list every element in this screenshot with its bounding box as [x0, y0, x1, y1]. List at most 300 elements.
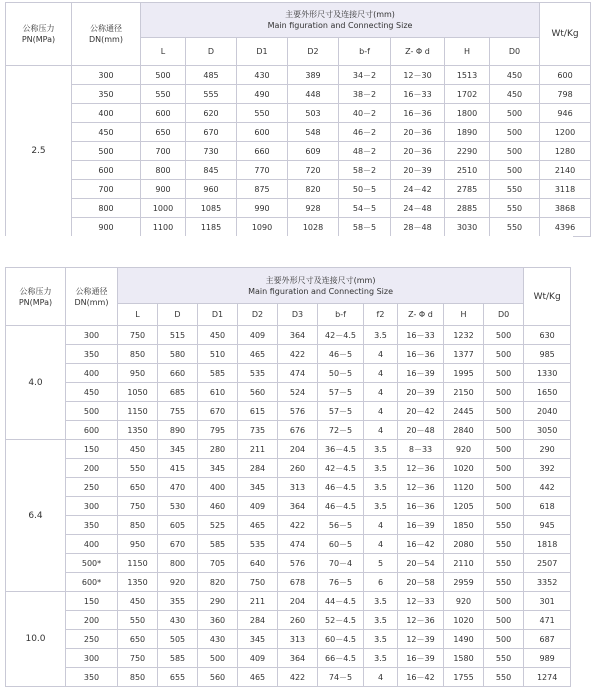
- size-value: 2290: [445, 142, 490, 161]
- size-value: 1350: [118, 573, 158, 592]
- size-value: 4: [364, 402, 398, 421]
- size-value: 960: [186, 180, 237, 199]
- dn-value: 700: [72, 180, 141, 199]
- size-value: 500: [490, 123, 540, 142]
- size-value: 550: [484, 554, 524, 573]
- size-value: 211: [238, 592, 278, 611]
- size-value: 3.5: [364, 649, 398, 668]
- size-value: 24－42: [391, 180, 445, 199]
- size-value: 44－4.5: [318, 592, 364, 611]
- weight-value: 630: [524, 326, 571, 345]
- size-value: 615: [238, 402, 278, 421]
- size-value: 409: [238, 497, 278, 516]
- table-row: [6, 440, 571, 459]
- size-value: 20－36: [391, 123, 445, 142]
- size-value: 430: [237, 66, 288, 85]
- size-value: 1000: [141, 199, 186, 218]
- size-value: 400: [198, 478, 238, 497]
- dn-value: 300: [66, 497, 118, 516]
- size-value: 550: [484, 535, 524, 554]
- size-value: 450: [198, 326, 238, 345]
- size-value: 345: [238, 630, 278, 649]
- size-value: 500: [141, 66, 186, 85]
- size-value: 500: [484, 402, 524, 421]
- size-value: 500: [198, 649, 238, 668]
- size-value: 284: [238, 611, 278, 630]
- size-value: 345: [238, 478, 278, 497]
- spec-table-pn25: [5, 2, 591, 237]
- size-value: 2785: [445, 180, 490, 199]
- size-value: 46－2: [339, 123, 391, 142]
- size-value: 38－2: [339, 85, 391, 104]
- size-value: 3.5: [364, 497, 398, 516]
- size-value: 409: [238, 326, 278, 345]
- size-value: 3.5: [364, 459, 398, 478]
- size-value: 58－2: [339, 161, 391, 180]
- size-value: 550: [490, 199, 540, 218]
- weight-value: 687: [524, 630, 571, 649]
- size-value: 3.5: [364, 478, 398, 497]
- size-value: 313: [278, 478, 318, 497]
- size-value: 3.5: [364, 326, 398, 345]
- size-value: 500: [484, 478, 524, 497]
- size-value: 2840: [444, 421, 484, 440]
- size-value: 1150: [118, 402, 158, 421]
- dn-header-cn: 公称通径: [90, 24, 122, 33]
- size-value: 605: [158, 516, 198, 535]
- size-value: 52－4.5: [318, 611, 364, 630]
- weight-value: 3118: [540, 180, 591, 199]
- table-row: [6, 161, 591, 180]
- table-row: [6, 421, 571, 440]
- size-value: 500: [484, 383, 524, 402]
- size-value: 57－5: [318, 383, 364, 402]
- size-value: 58－5: [339, 218, 391, 237]
- size-value: 470: [158, 478, 198, 497]
- size-value: 4: [364, 535, 398, 554]
- size-value: 576: [278, 402, 318, 421]
- size-value: 4: [364, 668, 398, 687]
- size-value: 820: [288, 180, 339, 199]
- size-value: 40－2: [339, 104, 391, 123]
- column-header: D2: [288, 38, 339, 66]
- size-value: 600: [237, 123, 288, 142]
- size-value: 550: [484, 649, 524, 668]
- size-value: 60－5: [318, 535, 364, 554]
- column-header: H: [444, 304, 484, 326]
- size-value: 4: [364, 345, 398, 364]
- size-value: 535: [238, 535, 278, 554]
- size-value: 16－33: [391, 85, 445, 104]
- size-value: 950: [118, 535, 158, 554]
- weight-value: 600: [540, 66, 591, 85]
- size-value: 550: [141, 85, 186, 104]
- size-value: 3.5: [364, 611, 398, 630]
- size-value: 490: [237, 85, 288, 104]
- size-value: 650: [118, 630, 158, 649]
- size-value: 422: [278, 668, 318, 687]
- size-value: 12－33: [398, 592, 444, 611]
- size-value: 515: [158, 326, 198, 345]
- size-value: 50－5: [339, 180, 391, 199]
- size-value: 448: [288, 85, 339, 104]
- size-value: 422: [278, 516, 318, 535]
- table-row: [6, 649, 571, 668]
- size-value: 576: [278, 554, 318, 573]
- size-value: 500: [484, 364, 524, 383]
- size-value: 1090: [237, 218, 288, 237]
- weight-value: 442: [524, 478, 571, 497]
- size-value: 2080: [444, 535, 484, 554]
- size-value: 20－39: [391, 161, 445, 180]
- size-value: 24－48: [391, 199, 445, 218]
- size-value: 720: [288, 161, 339, 180]
- table-row: [6, 497, 571, 516]
- size-value: 46－4.5: [318, 497, 364, 516]
- size-value: 12－39: [398, 630, 444, 649]
- size-value: 2959: [444, 573, 484, 592]
- size-value: 920: [444, 440, 484, 459]
- size-value: 525: [198, 516, 238, 535]
- dn-value: 300: [66, 326, 118, 345]
- size-value: 750: [118, 326, 158, 345]
- table-row: [6, 383, 571, 402]
- pressure-value: 6.4: [6, 440, 66, 592]
- size-value: 46－4.5: [318, 478, 364, 497]
- table-row: [6, 66, 591, 85]
- size-value: 920: [158, 573, 198, 592]
- size-value: 795: [198, 421, 238, 440]
- pressure-header-cn: 公称压力: [19, 286, 52, 296]
- size-value: 585: [198, 364, 238, 383]
- size-value: 670: [158, 535, 198, 554]
- size-value: 465: [238, 668, 278, 687]
- size-value: 430: [158, 611, 198, 630]
- size-value: 16－36: [398, 345, 444, 364]
- column-header: H: [445, 38, 490, 66]
- dn-value: 200: [66, 459, 118, 478]
- size-value: 76－5: [318, 573, 364, 592]
- size-value: 850: [118, 345, 158, 364]
- size-value: 2150: [444, 383, 484, 402]
- size-value: 20－36: [391, 142, 445, 161]
- size-value: 8－33: [398, 440, 444, 459]
- weight-value: 1280: [540, 142, 591, 161]
- weight-value: 290: [524, 440, 571, 459]
- column-header: b-f: [339, 38, 391, 66]
- pressure-header-cn: 公称压力: [22, 24, 55, 33]
- size-value: 750: [118, 649, 158, 668]
- weight-value: 1200: [540, 123, 591, 142]
- size-value: 500: [490, 161, 540, 180]
- size-value: 345: [198, 459, 238, 478]
- size-value: 685: [158, 383, 198, 402]
- dn-value: 600: [72, 161, 141, 180]
- weight-header: Wt/Kg: [524, 268, 571, 326]
- size-value: 5: [364, 554, 398, 573]
- table-row: [6, 611, 571, 630]
- dn-value: 900: [72, 218, 141, 237]
- size-value: 3030: [445, 218, 490, 237]
- size-value: 1580: [444, 649, 484, 668]
- size-value: 57－5: [318, 402, 364, 421]
- size-value: 550: [484, 668, 524, 687]
- size-value: 2110: [444, 554, 484, 573]
- weight-value: 4396: [540, 218, 591, 237]
- dn-value: 350: [72, 85, 141, 104]
- weight-value: 301: [524, 592, 571, 611]
- size-value: 12－36: [398, 611, 444, 630]
- table-row: [6, 218, 591, 237]
- weight-value: 3050: [524, 421, 571, 440]
- weight-value: 471: [524, 611, 571, 630]
- pressure-header: [6, 3, 72, 66]
- table-row: [6, 459, 571, 478]
- size-value: 12－36: [398, 478, 444, 497]
- dn-value: 500*: [66, 554, 118, 573]
- size-value: 1800: [445, 104, 490, 123]
- size-value: 500: [484, 421, 524, 440]
- size-value: 204: [278, 440, 318, 459]
- size-value: 280: [198, 440, 238, 459]
- size-value: 670: [186, 123, 237, 142]
- size-value: 364: [278, 649, 318, 668]
- size-value: 1205: [444, 497, 484, 516]
- column-header: D1: [198, 304, 238, 326]
- size-value: 4: [364, 364, 398, 383]
- table-row: [6, 668, 571, 687]
- size-value: 550: [490, 218, 540, 237]
- size-value: 800: [141, 161, 186, 180]
- size-value: 585: [158, 649, 198, 668]
- weight-value: 1650: [524, 383, 571, 402]
- weight-value: 2140: [540, 161, 591, 180]
- dn-value: 450: [72, 123, 141, 142]
- size-value: 465: [238, 345, 278, 364]
- size-value: 600: [141, 104, 186, 123]
- dn-value: 800: [72, 199, 141, 218]
- size-value: 1850: [444, 516, 484, 535]
- table-row: [6, 85, 591, 104]
- size-value: 1100: [141, 218, 186, 237]
- size-value: 875: [237, 180, 288, 199]
- size-value: 1490: [444, 630, 484, 649]
- size-value: 465: [238, 516, 278, 535]
- size-value: 655: [158, 668, 198, 687]
- dn-value: 250: [66, 630, 118, 649]
- size-value: 36－4.5: [318, 440, 364, 459]
- size-value: 1020: [444, 611, 484, 630]
- size-value: 54－5: [339, 199, 391, 218]
- size-value: 730: [186, 142, 237, 161]
- size-value: 284: [238, 459, 278, 478]
- weight-value: 945: [524, 516, 571, 535]
- size-value: 46－5: [318, 345, 364, 364]
- size-value: 20－58: [398, 573, 444, 592]
- table-row: [6, 364, 571, 383]
- size-value: 500: [490, 142, 540, 161]
- size-value: 550: [484, 573, 524, 592]
- size-value: 1995: [444, 364, 484, 383]
- size-value: 500: [484, 440, 524, 459]
- size-value: 535: [238, 364, 278, 383]
- size-value: 12－36: [398, 459, 444, 478]
- column-header: D0: [490, 38, 540, 66]
- size-value: 750: [118, 497, 158, 516]
- size-value: 2885: [445, 199, 490, 218]
- size-value: 928: [288, 199, 339, 218]
- size-value: 609: [288, 142, 339, 161]
- size-value: 700: [141, 142, 186, 161]
- weight-value: 2040: [524, 402, 571, 421]
- size-value: 28－48: [391, 218, 445, 237]
- dn-value: 400: [66, 535, 118, 554]
- pressure-header: [6, 268, 66, 326]
- main-size-header: [141, 3, 540, 38]
- pressure-header-en: PN(MPa): [21, 35, 56, 44]
- dn-value: 350: [66, 516, 118, 535]
- size-value: 670: [198, 402, 238, 421]
- dn-header-en: DN(mm): [89, 35, 123, 44]
- dn-value: 400: [72, 104, 141, 123]
- size-value: 360: [198, 611, 238, 630]
- size-value: 555: [186, 85, 237, 104]
- size-value: 990: [237, 199, 288, 218]
- size-value: 6: [364, 573, 398, 592]
- weight-value: 618: [524, 497, 571, 516]
- weight-value: 3868: [540, 199, 591, 218]
- size-value: 660: [237, 142, 288, 161]
- size-value: 845: [186, 161, 237, 180]
- size-value: 585: [198, 535, 238, 554]
- size-value: 20－42: [398, 402, 444, 421]
- weight-value: 985: [524, 345, 571, 364]
- size-value: 211: [238, 440, 278, 459]
- table-row: [6, 180, 591, 199]
- size-value: 48－2: [339, 142, 391, 161]
- size-value: 460: [198, 497, 238, 516]
- pressure-value: 10.0: [6, 592, 66, 687]
- size-value: 50－5: [318, 364, 364, 383]
- size-value: 345: [158, 440, 198, 459]
- size-value: 550: [490, 180, 540, 199]
- pressure-value: 2.5: [6, 66, 72, 237]
- size-value: 20－48: [398, 421, 444, 440]
- dn-header-cn: 公称通径: [75, 286, 108, 296]
- size-value: 650: [118, 478, 158, 497]
- size-value: 500: [484, 630, 524, 649]
- size-value: 500: [490, 104, 540, 123]
- dn-value: 350: [66, 345, 118, 364]
- main-size-header-en: Main figuration and Connecting Size: [248, 286, 394, 296]
- dn-value: 600: [66, 421, 118, 440]
- dn-value: 400: [66, 364, 118, 383]
- size-value: 800: [158, 554, 198, 573]
- size-value: 56－5: [318, 516, 364, 535]
- dn-value: 300: [72, 66, 141, 85]
- size-value: 450: [490, 66, 540, 85]
- dn-header: [72, 3, 141, 66]
- size-value: 890: [158, 421, 198, 440]
- size-value: 364: [278, 497, 318, 516]
- dn-value: 600*: [66, 573, 118, 592]
- size-value: 450: [490, 85, 540, 104]
- size-value: 678: [278, 573, 318, 592]
- dn-header: [66, 268, 118, 326]
- main-size-header-cn: 主要外形尺寸及连接尺寸(mm): [285, 10, 395, 19]
- pressure-value: 4.0: [6, 326, 66, 440]
- size-value: 850: [118, 516, 158, 535]
- main-size-header-cn: 主要外形尺寸及连接尺寸(mm): [265, 275, 376, 285]
- size-value: 474: [278, 364, 318, 383]
- size-value: 676: [278, 421, 318, 440]
- size-value: 260: [278, 459, 318, 478]
- size-value: 1890: [445, 123, 490, 142]
- size-value: 42－4.5: [318, 326, 364, 345]
- size-value: 770: [237, 161, 288, 180]
- dn-value: 500: [72, 142, 141, 161]
- column-header: D3: [278, 304, 318, 326]
- size-value: 500: [484, 459, 524, 478]
- size-value: 505: [158, 630, 198, 649]
- table-row: [6, 199, 591, 218]
- size-value: 1702: [445, 85, 490, 104]
- table-row: [6, 516, 571, 535]
- size-value: 260: [278, 611, 318, 630]
- size-value: 1755: [444, 668, 484, 687]
- table-row: [6, 123, 591, 142]
- size-value: 4: [364, 516, 398, 535]
- column-header: L: [118, 304, 158, 326]
- table-row: [6, 345, 571, 364]
- size-value: 355: [158, 592, 198, 611]
- weight-value: 392: [524, 459, 571, 478]
- size-value: 1050: [118, 383, 158, 402]
- table-row: [6, 478, 571, 497]
- size-value: 389: [288, 66, 339, 85]
- size-value: 850: [118, 668, 158, 687]
- size-value: 430: [198, 630, 238, 649]
- table-row: [6, 630, 571, 649]
- size-value: 12－30: [391, 66, 445, 85]
- weight-value: 1274: [524, 668, 571, 687]
- dn-header-en: DN(mm): [74, 297, 109, 307]
- size-value: 580: [158, 345, 198, 364]
- size-value: 16－33: [398, 326, 444, 345]
- size-value: 34－2: [339, 66, 391, 85]
- size-value: 755: [158, 402, 198, 421]
- size-value: 524: [278, 383, 318, 402]
- size-value: 42－4.5: [318, 459, 364, 478]
- table-row: [6, 592, 571, 611]
- size-value: 610: [198, 383, 238, 402]
- column-header: D: [158, 304, 198, 326]
- size-value: 820: [198, 573, 238, 592]
- weight-value: 989: [524, 649, 571, 668]
- size-value: 920: [444, 592, 484, 611]
- column-header: D0: [484, 304, 524, 326]
- size-value: 1150: [118, 554, 158, 573]
- size-value: 16－36: [391, 104, 445, 123]
- column-header: D1: [237, 38, 288, 66]
- weight-value: 1818: [524, 535, 571, 554]
- weight-value: 946: [540, 104, 591, 123]
- size-value: 1232: [444, 326, 484, 345]
- main-size-header: [118, 268, 524, 304]
- size-value: 422: [278, 345, 318, 364]
- size-value: 20－54: [398, 554, 444, 573]
- size-value: 474: [278, 535, 318, 554]
